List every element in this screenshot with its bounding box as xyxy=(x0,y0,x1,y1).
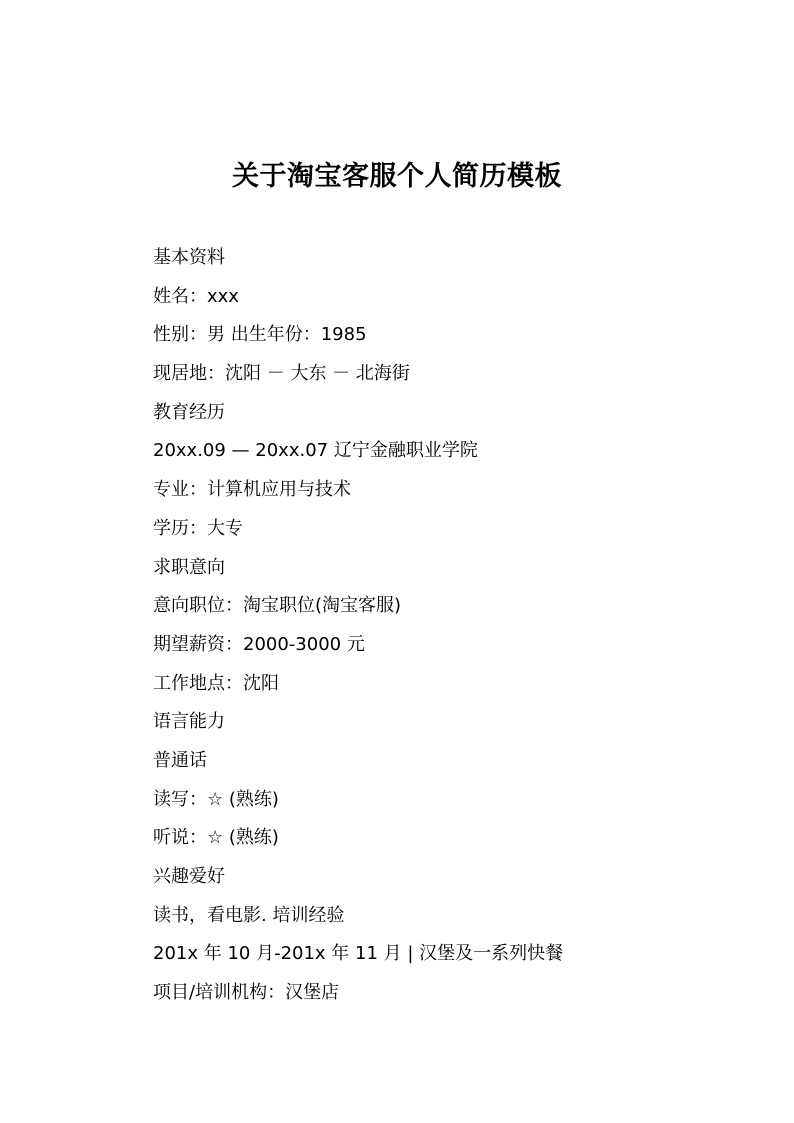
education-period-line: 20xx.09 — 20xx.07 辽宁金融职业学院 xyxy=(153,440,478,462)
work-location-line: 工作地点：沈阳 xyxy=(153,672,279,694)
major-line: 专业：计算机应用与技术 xyxy=(153,479,351,501)
training-period-line: 201x 年 10 月-201x 年 11 月 | 汉堡及一系列快餐 xyxy=(153,943,564,965)
expected-salary-line: 期望薪资：2000-3000 元 xyxy=(153,633,365,655)
target-position-line: 意向职位：淘宝职位(淘宝客服) xyxy=(153,595,402,617)
training-institution-line: 项目/培训机构：汉堡店 xyxy=(153,982,340,1004)
resume-body xyxy=(153,243,563,1017)
language-mandarin-line: 普通话 xyxy=(153,749,207,771)
section-heading-basic-info: 基本资料 xyxy=(153,247,225,268)
hobbies-line: 读书，看电影. 培训经验 xyxy=(153,904,345,926)
residence-line: 现居地：沈阳 － 大东 － 北海街 xyxy=(153,363,410,385)
name-line: 姓名：xxx xyxy=(153,285,239,307)
gender-birth-year-line: 性别：男 出生年份：1985 xyxy=(153,324,367,346)
section-heading-education: 教育经历 xyxy=(153,401,225,423)
section-heading-language: 语言能力 xyxy=(153,711,225,733)
degree-line: 学历：大专 xyxy=(153,517,243,539)
section-heading-hobbies: 兴趣爱好 xyxy=(153,866,225,887)
section-heading-job-intention: 求职意向 xyxy=(153,556,225,578)
listening-speaking-line: 听说：☆ (熟练) xyxy=(153,827,279,849)
document-title: 关于淘宝客服个人简历模板 xyxy=(232,161,562,192)
reading-writing-line: 读写：☆ (熟练) xyxy=(153,788,279,810)
